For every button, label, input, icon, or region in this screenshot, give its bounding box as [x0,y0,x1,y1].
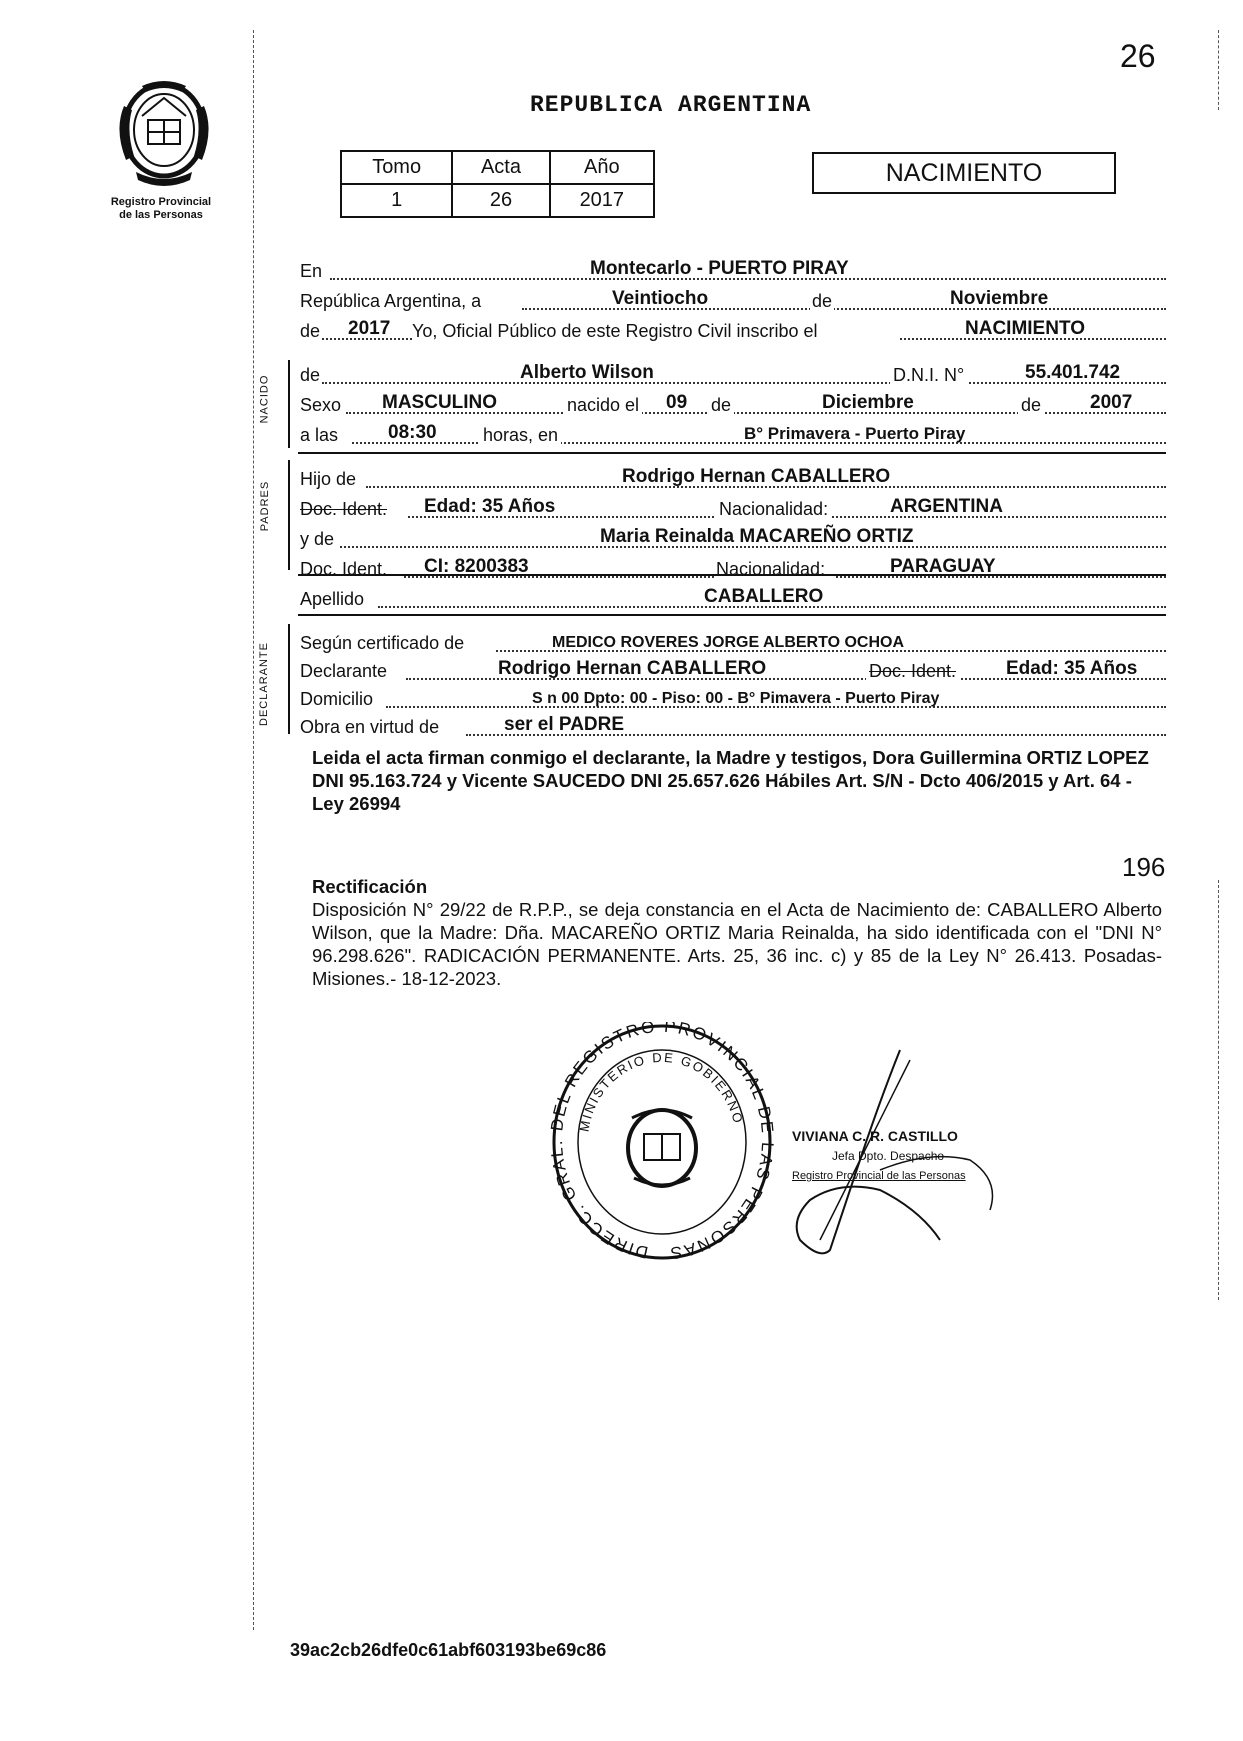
nacido-el-label: nacido el [564,395,642,416]
hijo-label: Hijo de [300,469,357,489]
nacido-dni: 55.401.742 [1025,362,1121,383]
nacido-anio: 2007 [1090,392,1133,413]
row-madre [300,526,1166,552]
row-nacido-sexo [300,392,1166,418]
declarante-nombre: Rodrigo Hernan CABALLERO [498,658,767,679]
separator [298,574,1166,576]
section-bar [288,624,290,734]
nacido-de-label: de [300,365,321,385]
signature-org: Registro Provincial de las Personas [792,1170,966,1182]
logo-caption [86,196,236,222]
anio-header: Año [550,151,654,184]
right-margin-line-2 [1218,880,1219,1300]
row-lugar [300,258,1166,284]
obra-label: Obra en virtud de [300,717,440,737]
madre-doc: CI: 8200383 [424,556,529,577]
row-nacido-hora [300,422,1166,448]
declarante-section-label: DECLARANTE [257,642,270,726]
stamp-inner-text: MINISTERIO DE GOBIERNO [576,1049,747,1133]
republica-label: República Argentina, a [300,291,482,311]
dni-label: D.N.I. N° [890,365,967,386]
padre-doc-label: Doc. Ident. [300,499,388,519]
decl-doc-label: Doc. Ident. [866,661,959,682]
tomo-header: Tomo [341,151,452,184]
nacido-hora: 08:30 [388,422,437,443]
dom-label: Domicilio [300,689,374,709]
acta-header: Acta [452,151,549,184]
row-inscribo [300,318,1166,344]
right-margin-line [1218,30,1219,110]
separator [298,614,1166,616]
inscribo-label: Yo, Oficial Público de este Registro Civil inscribo el [412,321,818,341]
margin-line [253,30,254,1630]
mes-value: Noviembre [950,288,1049,309]
sexo-value: MASCULINO [382,392,498,413]
document-hash: 39ac2cb26dfe0c61abf603193be69c86 [290,1640,607,1660]
official-stamp [548,1022,776,1262]
row-certificado [300,630,1166,656]
lugar-value: Montecarlo - PUERTO PIRAY [590,258,849,279]
acta-value: 26 [452,184,549,217]
rectificacion-text: Disposición N° 29/22 de R.P.P., se deja constancia en el Acta de Nacimiento de: CABALLERO Alberto Wilson, que la Madre: Dña. MACAREÑO ORTIZ Maria Reinalda, ha sido identificada con el "DNI N° 96.298.626". RADICACIÓN PERMANENTE. Arts. 25, 36 inc. c) y 85 de la Ley N° 26.413. Posadas- Misiones.- 18-12-2023. [312,899,1162,989]
nacido-de-label3: de [1018,395,1044,416]
page-title: REPUBLICA ARGENTINA [530,92,812,118]
nacido-de-label2: de [708,395,734,416]
madre-doc-label: Doc. Ident. [300,559,388,579]
de-label: de [812,291,833,311]
domicilio-value: S n 00 Dpto: 00 - Piso: 00 - B° Pimavera - Puerto Piray [532,690,940,707]
row-padre-doc [300,496,1166,522]
signature-block [792,1126,966,1186]
cert-label: Según certificado de [300,633,465,653]
yde-label: y de [300,529,335,549]
tomo-value: 1 [341,184,452,217]
page-number: 26 [1120,38,1156,74]
alas-label: a las [300,425,339,445]
nacido-dia: 09 [666,392,688,413]
tipo-inscripcion: NACIMIENTO [965,318,1085,339]
stamp-outer-text: DIRECC. GRAL. DEL REGISTRO PROVINCIAL DE LAS PERSONAS [548,1022,776,1262]
leida-paragraph: Leida el acta firman conmigo el declarante, la Madre y testigos, Dora Guillermina ORTIZ LOPEZ DNI 95.163.724 y Vicente SAUCEDO DNI 25.657.626 Hábiles Art. S/N - Dcto 406/2015 y Art. 64 - Ley 26994 [312,747,1149,814]
row-padre [300,466,1166,492]
nacido-section-label: NACIDO [258,374,271,424]
row-domicilio [300,686,1166,712]
section-bar [288,360,290,448]
row-nacido-nombre [300,362,1166,388]
declarante-doc: Edad: 35 Años [1006,658,1138,679]
madre-nombre: Maria Reinalda MACAREÑO ORTIZ [600,526,914,547]
row-madre-doc [300,556,1166,582]
certificado-value: MEDICO ROVERES JORGE ALBERTO OCHOA [552,634,905,651]
padre-nacionalidad: ARGENTINA [890,496,1003,517]
dia-value: Veintiocho [612,288,709,309]
anio-inscripcion: 2017 [348,318,391,339]
row-declarante [300,658,1166,684]
acta-type-box: NACIMIENTO [812,152,1116,194]
section-bar [288,460,290,570]
nacido-nombre: Alberto Wilson [520,362,654,383]
padre-doc: Edad: 35 Años [424,496,556,517]
decl-label: Declarante [300,661,388,681]
madre-nac-label: Nacionalidad: [716,559,826,579]
de2-label: de [300,321,321,341]
padre-nombre: Rodrigo Hernan CABALLERO [622,466,891,487]
apellido-value: CABALLERO [704,586,824,607]
madre-nacionalidad: PARAGUAY [890,556,996,577]
registro-table [340,150,655,218]
obra-value: ser el PADRE [504,714,625,735]
horas-label: horas, en [480,425,561,446]
anio-value: 2017 [550,184,654,217]
rectificacion-number: 196 [1122,852,1166,882]
row-fecha [300,288,1166,314]
nacido-lugar: B° Primavera - Puerto Piray [744,424,966,443]
logo-org-line1: Registro Provincial [110,196,212,208]
signature-role: Jefa Dpto. Despacho [832,1149,945,1163]
nacido-mes: Diciembre [822,392,914,413]
rectificacion-title: Rectificación [312,876,428,897]
padre-nac-label: Nacionalidad: [716,499,831,520]
signature-name: VIVIANA C. R. CASTILLO [792,1128,958,1144]
separator [298,452,1166,454]
apellido-label: Apellido [300,589,365,609]
logo-org-line2: de las Personas [119,209,203,221]
padres-section-label: PADRES [259,480,272,532]
dotted-fill [836,576,1166,578]
en-label: En [300,261,323,281]
provincial-logo [112,76,216,188]
row-obra [300,714,1166,740]
sexo-label: Sexo [300,395,342,415]
row-apellido [300,586,1166,612]
